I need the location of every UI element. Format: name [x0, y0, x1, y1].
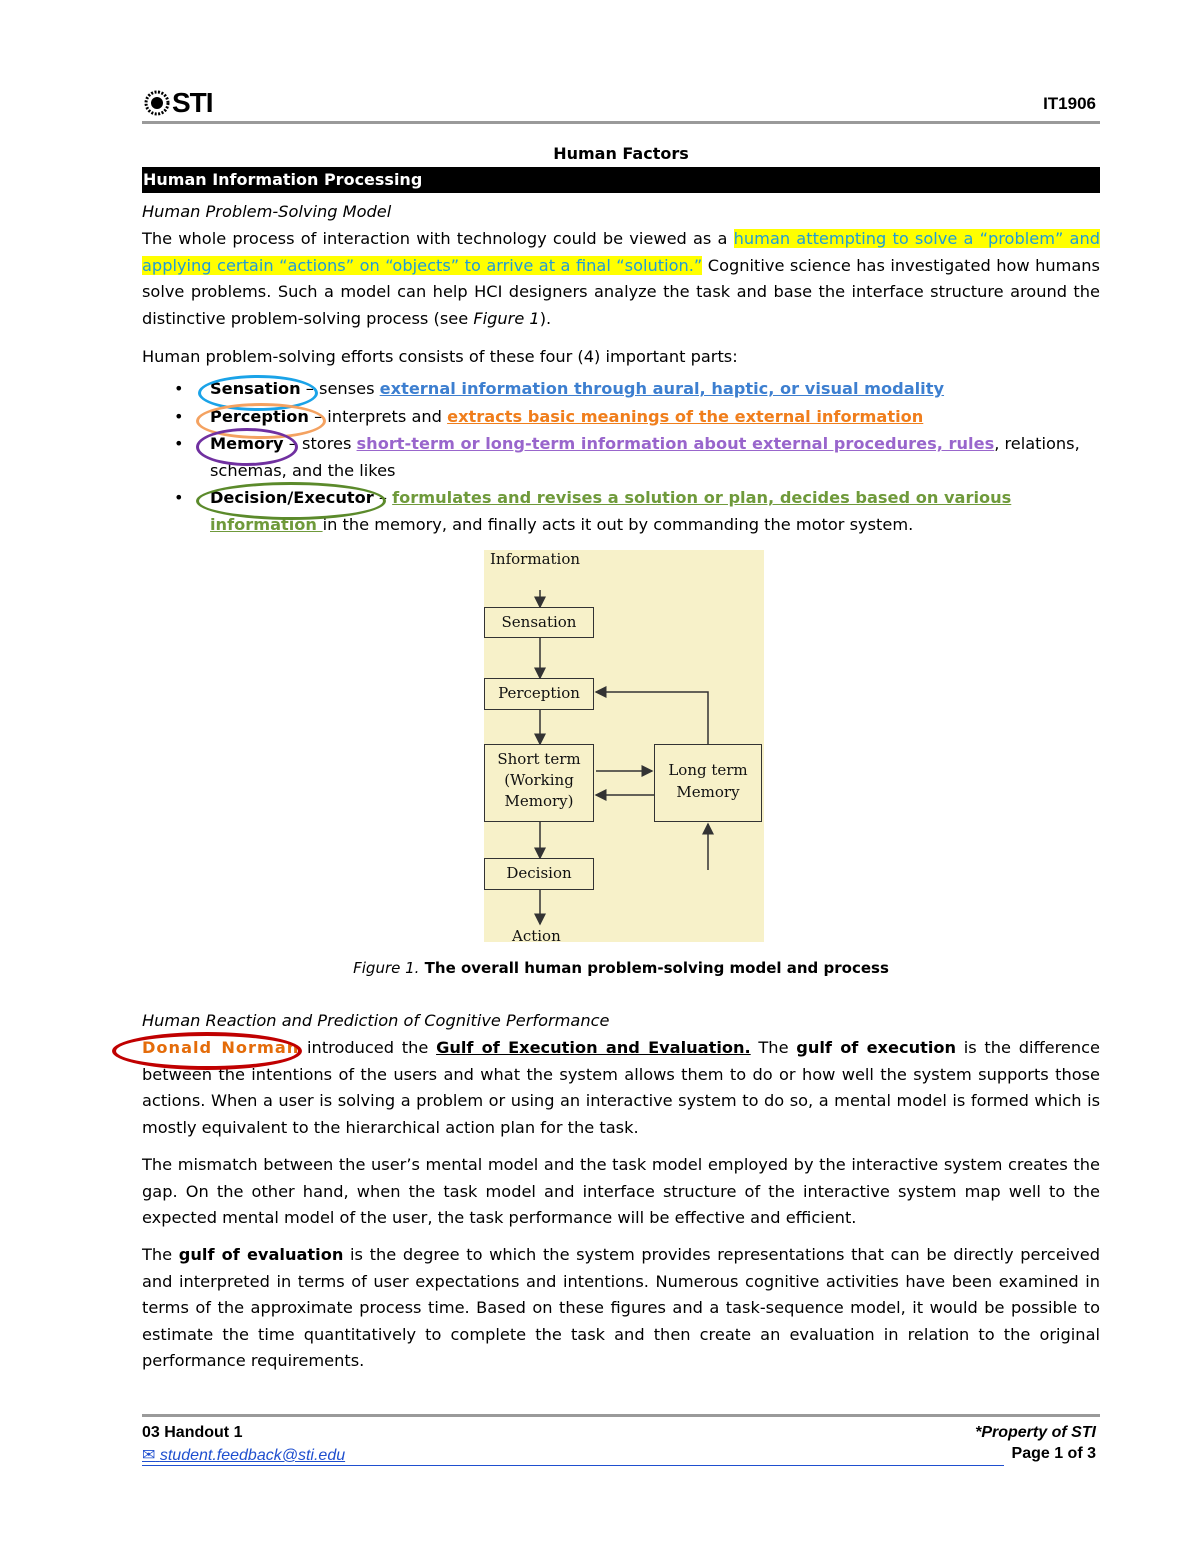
- box-long-term-memory: Long term Memory: [654, 744, 762, 822]
- paragraph-intro: The whole process of interaction with technology could be viewed as a human attempting to solve a “problem” and applying certain “actions” on “objects” to arrive at a final “solution.” Cognitive science has investigated how humans solve problems. Such a model can help HCI designers analyze the task and base the interface structure around the distinctive problem-solving process (see Figure 1).: [142, 229, 1100, 328]
- bullet-icon: •: [174, 406, 184, 426]
- label-action: Action: [512, 927, 561, 945]
- label-information: Information: [490, 550, 581, 568]
- parts-list: [170, 376, 1100, 538]
- paragraph-gulf-execution: Donald Norman introduced the Gulf of Execution and Evaluation. The gulf of execution is the difference between the intentions of the users and what the system allows them to do or how well the system supports those actions. When a user is solving a problem or using an interactive system to do so, a mental model is formed which is mostly equivalent to the hierarchical action plan for the task.: [142, 1035, 1100, 1141]
- term-decision-executor: Decision/Executor: [210, 488, 374, 507]
- page-title: Human Factors: [553, 144, 689, 163]
- feedback-email-link[interactable]: ✉ student.feedback@sti.edu: [142, 1445, 1004, 1466]
- list-item: • Decision/Executor – formulates and revises a solution or plan, decides based on various information in the memory, and finally acts it out by commanding the motor system.: [170, 485, 1100, 538]
- box-perception: Perception: [484, 678, 594, 710]
- header-rule: [142, 121, 1100, 124]
- list-item: • Perception – interprets and extracts basic meanings of the external information: [170, 404, 1100, 431]
- globe-icon: [144, 90, 170, 116]
- list-item: • Sensation – senses external information through aural, haptic, or visual modality: [170, 376, 1100, 403]
- term-perception: Perception: [210, 406, 309, 426]
- subsection-heading: Human Problem-Solving Model: [142, 202, 392, 221]
- page-header: [142, 84, 1100, 124]
- paragraph-gulf-evaluation: The gulf of evaluation is the degree to which the system provides representations that can be directly perceived and interpreted in terms of user expectations and intentions. Numerous cognitive activities have been examined in terms of the approximate process time. Based on these figures and a task-sequence model, it would be possible to estimate the time quantitatively to complete the task and then create an evaluation in relation to the original performance requirements.: [142, 1245, 1100, 1370]
- figure-caption: Figure 1. The overall human problem-solving model and process: [353, 959, 889, 977]
- term-memory: Memory: [210, 434, 284, 453]
- box-short-term-memory: Short term (Working Memory): [484, 744, 594, 822]
- problem-solving-diagram: [484, 550, 764, 945]
- bullet-icon: •: [174, 488, 184, 507]
- mail-icon: ✉: [142, 1447, 156, 1464]
- name-donald-norman: Donald Norman: [142, 1038, 300, 1057]
- footer-rule: [142, 1414, 1100, 1417]
- list-item: • Memory – stores short-term or long-term information about external procedures, rules, relations, schemas, and the likes: [170, 431, 1100, 484]
- box-sensation: Sensation: [484, 607, 594, 638]
- figure-reference: Figure 1: [473, 308, 540, 328]
- sti-logo: [144, 88, 213, 118]
- course-code: IT1906: [1043, 94, 1096, 113]
- section-title: Human Information Processing: [142, 167, 1100, 193]
- gulf-title: Gulf of Execution and Evaluation.: [436, 1038, 751, 1057]
- handout-label: 03 Handout 1: [142, 1424, 243, 1441]
- logo-text: STI: [172, 87, 213, 118]
- paragraph-mismatch: The mismatch between the user’s mental model and the task model employed by the interactive system creates the gap. On the other hand, when the task model and interface structure of the interactive system map well to the expected mental model of the user, the task performance will be effective and efficient.: [142, 1155, 1100, 1227]
- page-number: Page 1 of 3: [1011, 1445, 1096, 1462]
- bullet-icon: •: [174, 434, 184, 453]
- subsection-heading: Human Reaction and Prediction of Cognitive Performance: [142, 1011, 610, 1030]
- paragraph-parts: Human problem-solving efforts consists of these four (4) important parts:: [142, 347, 738, 366]
- box-decision: Decision: [484, 858, 594, 890]
- property-label: *Property of STI: [975, 1424, 1096, 1441]
- bullet-icon: •: [174, 379, 184, 398]
- term-sensation: Sensation: [210, 379, 301, 398]
- highlighted-text: human attempting to solve a “problem” and applying certain “actions” on “objects” to arrive at a final “solution.”: [142, 229, 1100, 275]
